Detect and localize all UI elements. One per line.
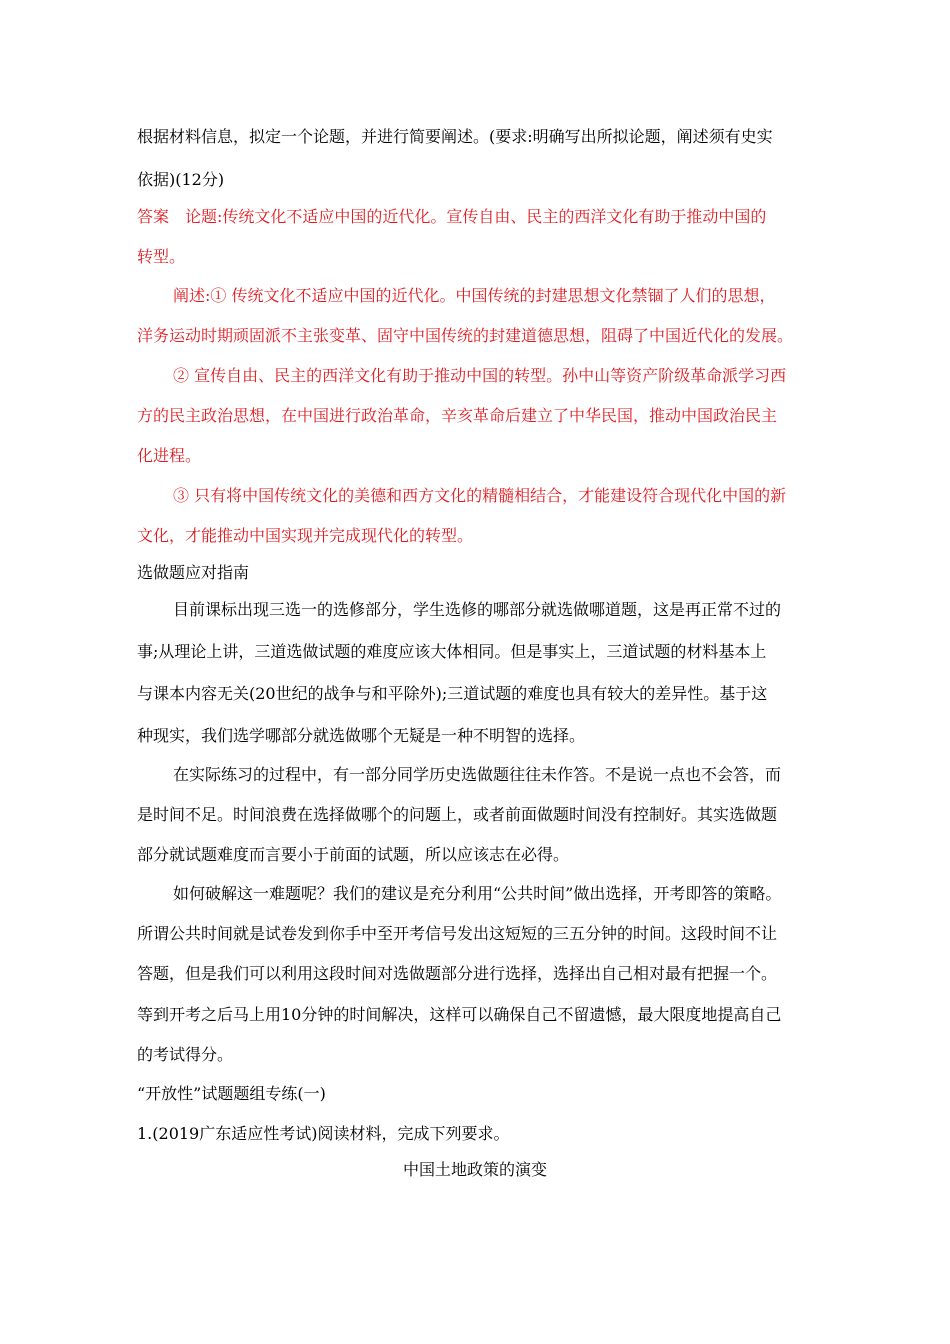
question-1-stem: 1.(2019广东适应性考试)阅读材料，完成下列要求。 xyxy=(137,1124,510,1143)
answer-point-2-line-3: 化进程。 xyxy=(137,446,202,465)
answer-point-2-line-2: 方的民主政治思想，在中国进行政治革命，辛亥革命后建立了中华民国，推动中国政治民主 xyxy=(137,406,778,425)
answer-point-1-line-1: 阐述:① 传统文化不适应中国的近代化。中国传统的封建思想文化禁锢了人们的思想， xyxy=(173,286,776,305)
section-heading-practice: “开放性”试题题组专练(一) xyxy=(137,1084,326,1103)
answer-point-3-line-1: ③ 只有将中国传统文化的美德和西方文化的精髓相结合，才能建设符合现代化中国的新 xyxy=(173,486,787,505)
guide-para-3-line-5: 的考试得分。 xyxy=(137,1045,234,1064)
answer-point-2-line-1: ② 宣传自由、民主的西洋文化有助于推动中国的转型。孙中山等资产阶级革命派学习西 xyxy=(173,366,787,385)
answer-point-1-line-2: 洋务运动时期顽固派不主张变革、固守中国传统的封建道德思想，阻碍了中国近代化的发展。 xyxy=(137,326,794,345)
guide-para-2-line-3: 部分就试题难度而言要小于前面的试题，所以应该志在必得。 xyxy=(137,845,570,864)
guide-para-3-line-4: 等到开考之后马上用10分钟的时间解决，这样可以确保自己不留遗憾，最大限度地提高自己 xyxy=(137,1005,782,1024)
material-title: 中国土地政策的演变 xyxy=(402,1160,547,1179)
guide-para-2-line-2: 是时间不足。时间浪费在选择做哪个的问题上，或者前面做题时间没有控制好。其实选做题 xyxy=(137,805,778,824)
guide-para-1-line-4: 种现实，我们选学哪部分就选做哪个无疑是一种不明智的选择。 xyxy=(137,726,586,745)
guide-para-3-line-3: 答题，但是我们可以利用这段时间对选做题部分进行选择，选择出自己相对最有把握一个。 xyxy=(137,964,778,983)
question-prompt-line-2: 依据)(12分) xyxy=(137,170,225,189)
guide-para-3-line-2: 所谓公共时间就是试卷发到你手中至开考信号发出这短短的三五分钟的时间。这段时间不让 xyxy=(137,924,778,943)
guide-para-1-line-2: 事;从理论上讲，三道选做试题的难度应该大体相同。但是事实上，三道试题的材料基本上 xyxy=(137,642,767,661)
guide-para-3-line-1: 如何破解这一难题呢？我们的建议是充分利用“公共时间”做出选择，开考即答的策略。 xyxy=(173,884,782,903)
question-prompt-line-1: 根据材料信息，拟定一个论题，并进行简要阐述。(要求:明确写出所拟论题，阐述须有史实 xyxy=(137,127,773,146)
section-heading-guide: 选做题应对指南 xyxy=(137,563,250,582)
answer-point-3-line-2: 文化，才能推动中国实现并完成现代化的转型。 xyxy=(137,526,474,545)
answer-thesis-line-2: 转型。 xyxy=(137,247,186,266)
guide-para-1-line-1: 目前课标出现三选一的选修部分，学生选修的哪部分就选做哪道题，这是再正常不过的 xyxy=(173,600,782,619)
guide-para-2-line-1: 在实际练习的过程中，有一部分同学历史选做题往往未作答。不是说一点也不会答，而 xyxy=(173,765,782,784)
answer-thesis-line-1: 答案 论题:传统文化不适应中国的近代化。宣传自由、民主的西洋文化有助于推动中国的 xyxy=(137,207,767,226)
guide-para-1-line-3: 与课本内容无关(20世纪的战争与和平除外);三道试题的难度也具有较大的差异性。基于这 xyxy=(137,684,768,703)
